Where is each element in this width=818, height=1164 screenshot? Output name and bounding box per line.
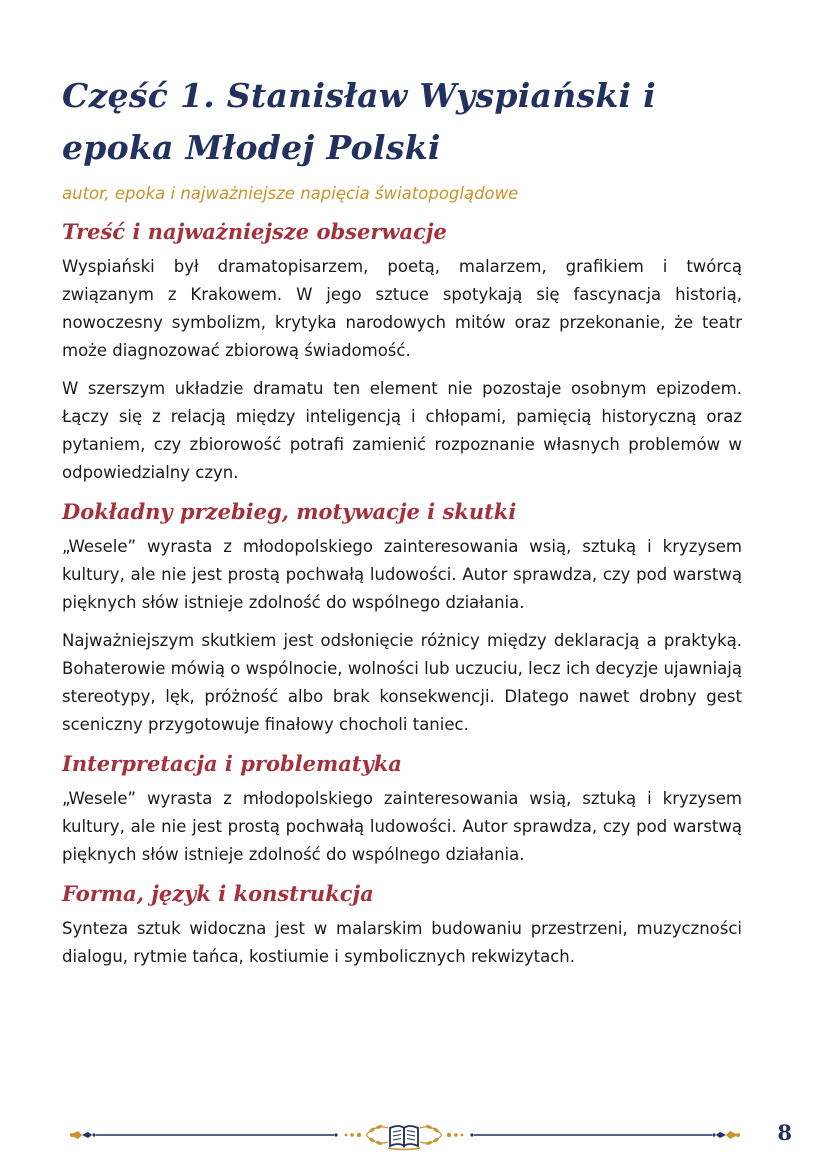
paragraph: „Wesele” wyrasta z młodopolskiego zainteresowania wsią, sztuką i kryzysem kultury, ale nie jest prostą pochwałą ludowości. Autor sprawdza, czy pod warstwą pięknych słów istnieje zdolność do wspólnego działania. — [62, 789, 742, 864]
paragraph: „Wesele” wyrasta z młodopolskiego zainteresowania wsią, sztuką i kryzysem kultury, ale nie jest prostą pochwałą ludowości. Autor sprawdza, czy pod warstwą pięknych słów istnieje zdolność do wspólnego działania. — [62, 537, 742, 612]
section-heading: Dokładny przebieg, motywacje i skutki — [62, 499, 517, 524]
paragraph: Wyspiański był dramatopisarzem, poetą, malarzem, grafikiem i twórcą związanym z Krakowem. W jego sztuce spotykają się fascynacja historią, nowoczesny symbolizm, krytyka narodowych mitów oraz przekonanie, że teatr może diagnozować zbiorową świadomość. — [62, 257, 742, 360]
footer-ornament — [66, 1118, 742, 1154]
section-form — [62, 879, 742, 971]
page-number: 8 — [777, 1120, 792, 1145]
paragraph: Najważniejszym skutkiem jest odsłonięcie różnicy między deklaracją a praktyką. Bohaterowie mówią o wspólnocie, wolności lub uczuciu, lecz ich decyzje ujawniają stereotypy, lęk, próżność albo brak konsekwencji. Dlatego nawet drobny gest sceniczny przygotowuje finałowy chocholi taniec. — [62, 631, 742, 734]
section-interpretation — [62, 749, 742, 869]
section-heading: Treść i najważniejsze obserwacje — [62, 219, 447, 244]
paragraph: W szerszym układzie dramatu ten element nie pozostaje osobnym epizodem. Łączy się z relacją między inteligencją i chłopami, pamięcią historyczną oraz pytaniem, czy zbiorowość potrafi zamienić rozpoznanie własnych problemów w odpowiedzialny czyn. — [62, 379, 742, 482]
paragraph: Synteza sztuk widoczna jest w malarskim budowaniu przestrzeni, muzyczności dialogu, rytmie tańca, kostiumie i symbolicznych rekwizytach. — [62, 919, 742, 966]
section-heading: Interpretacja i problematyka — [62, 751, 402, 776]
page-content — [62, 70, 742, 981]
page-subtitle: autor, epoka i najważniejsze napięcia światopoglądowe — [62, 184, 519, 203]
right-flourish-icon — [712, 1131, 740, 1139]
section-content — [62, 217, 742, 487]
section-heading: Forma, język i konstrukcja — [62, 881, 374, 906]
laurel-left-icon — [366, 1124, 388, 1145]
left-dots-icon — [345, 1133, 362, 1137]
section-course — [62, 497, 742, 739]
page-title: Część 1. Stanisław Wyspiański i epoka Młodej Polski — [62, 76, 657, 167]
open-book-icon — [388, 1126, 420, 1150]
laurel-right-icon — [420, 1124, 442, 1145]
right-dots-icon — [447, 1133, 464, 1137]
left-flourish-icon — [70, 1131, 96, 1139]
